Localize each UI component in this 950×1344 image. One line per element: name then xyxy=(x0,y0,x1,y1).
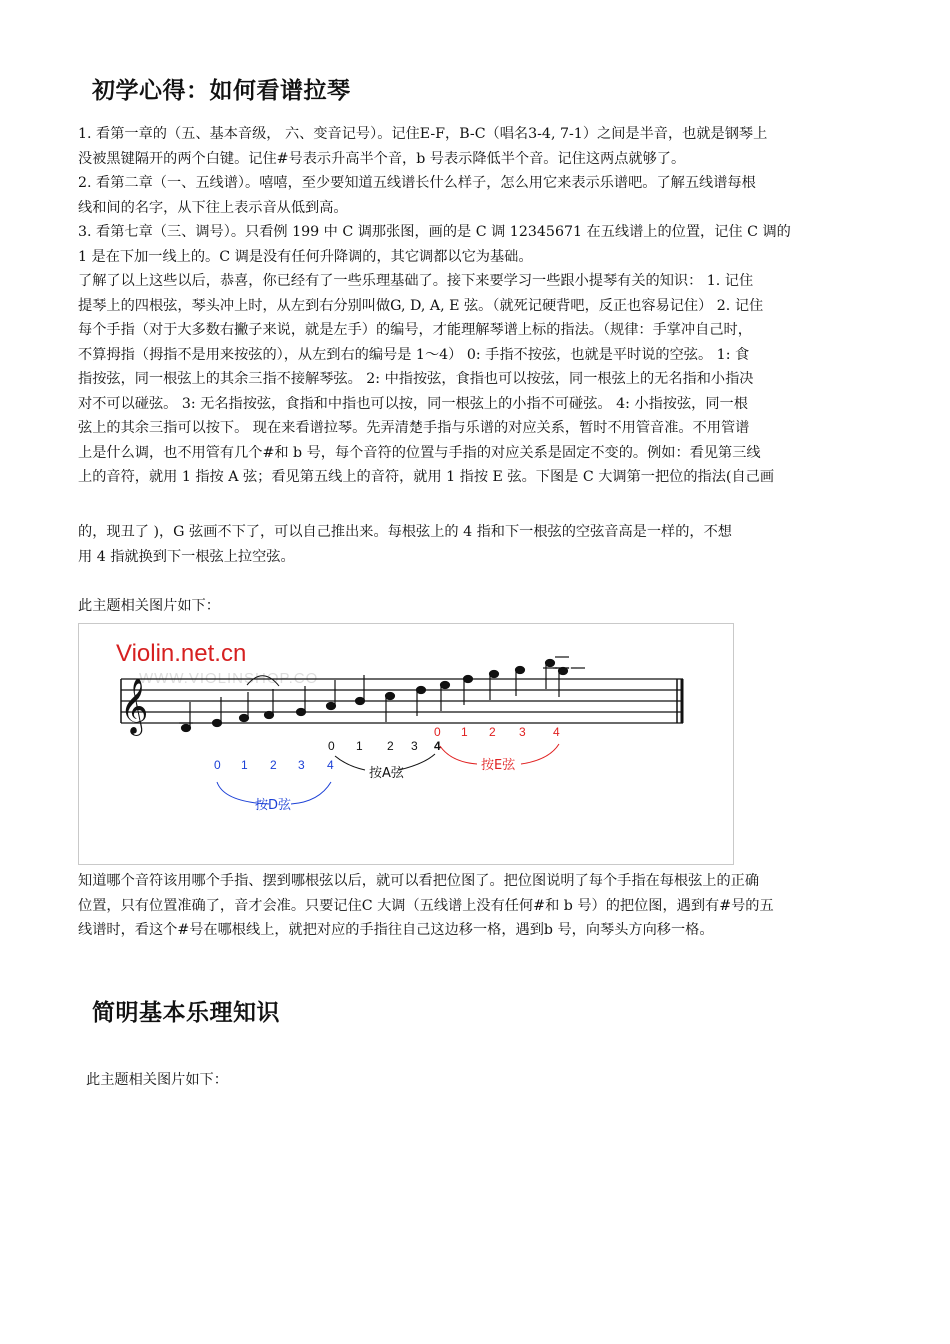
fingering-diagram xyxy=(78,623,734,865)
finger-number: 2 xyxy=(489,725,496,739)
caption-text: 此主题相关图片如下： xyxy=(86,1072,228,1088)
top-note-b xyxy=(551,668,569,698)
text-line: 知道哪个音符该用哪个手指、摆到哪根弦以后，就可以看把位图了。把位图说明了每个手指在每根弦上的正确 xyxy=(78,873,760,889)
text-line: 指按弦，同一根弦上的其余三指不接解琴弦。 2: 中指按弦，食指也可以按弦，同一根弦上的无名指和小指决 xyxy=(78,371,754,387)
text-line: 没被黑键隔开的两个白键。记住#号表示升高半个音，b 号表示降低半个音。记住这两点就够了。 xyxy=(78,150,686,167)
text-line: 用 4 指就换到下一根弦上拉空弦。 xyxy=(78,548,295,565)
finger-number: 3 xyxy=(519,725,526,739)
intro-paragraph xyxy=(78,122,884,490)
text-line: 1 是在下加一线上的。C 调是没有任何升降调的，其它调都以它为基础。 xyxy=(78,248,533,265)
finger-number: 0 xyxy=(434,725,441,739)
text-line: 线谱时，看这个#号在哪根线上，就把对应的手指往自己这边移一格，遇到b 号，向琴头方向移一格。 xyxy=(78,922,714,938)
finger-number: 2 xyxy=(270,758,277,772)
group-b-numbers xyxy=(328,739,441,753)
text-line: 上的音符，就用 1 指按 A 弦；看见第五线上的音符，就用 1 指按 E 弦。下图是 C 大调第一把位的指法(自己画 xyxy=(78,469,775,485)
text-line: 不算拇指（拇指不是用来按弦的），从左到右的编号是 1～4） 0: 手指不按弦，也就是平时说的空弦。 1: 食 xyxy=(78,346,750,363)
text-line: 线和间的名字，从下往上表示音从低到高。 xyxy=(78,199,348,216)
finger-number: 4 xyxy=(553,725,560,739)
finger-number: 2 xyxy=(387,739,394,753)
finger-number: 4 xyxy=(327,758,334,772)
finger-number: 3 xyxy=(298,758,305,772)
finger-number: 0 xyxy=(214,758,221,772)
finger-number: 0 xyxy=(328,739,335,753)
caption-text: 此主题相关图片如下： xyxy=(78,598,220,614)
text-line: 弦上的其余三指可以按下。 现在来看谱拉琴。先弄清楚手指与乐谱的对应关系，暂时不用管音准。不用管谱 xyxy=(78,420,750,436)
text-line: 3. 看第七章（三、调号）。只看例 199 中 C 调那张图，画的是 C 调 12345671 在五线谱上的位置，记住 C 调的 xyxy=(78,224,791,240)
section-title-1: 初学心得：如何看谱拉琴 xyxy=(92,78,351,104)
text-line: 对不可以碰弦。 3: 无名指按弦，食指和中指也可以按，同一根弦上的小指不可碰弦。 4: 小指按弦，同一根 xyxy=(78,395,748,412)
section-title-2: 简明基本乐理知识 xyxy=(92,1000,280,1026)
logo-text: Violin.net.cn xyxy=(116,640,247,667)
finger-number: 4 xyxy=(434,739,441,753)
notes xyxy=(179,657,585,732)
text-line: 了解了以上这些以后，恭喜，你已经有了一些乐理基础了。接下来要学习一些跟小提琴有关的知识： 1. 记住 xyxy=(78,273,754,289)
text-line: 的，现丑了 )，G 弦画不下了，可以自己推出来。每根弦上的 4 指和下一根弦的空弦音高是一样的，不想 xyxy=(78,524,732,540)
finger-number: 1 xyxy=(241,758,248,772)
text-line: 2. 看第二章（一、五线谱）。嘻嘻，至少要知道五线谱长什么样子，怎么用它来表示乐谱吧。了解五线谱每根 xyxy=(78,175,756,191)
group-b-label: 按A弦 xyxy=(369,766,404,781)
treble-clef-icon: 𝄞 xyxy=(120,678,149,734)
text-line: 提琴上的四根弦，琴头冲上时，从左到右分别叫做G, D, A, E 弦。（就死记硬背吧，反正也容易记住） 2. 记住 xyxy=(78,297,764,314)
image-caption-2 xyxy=(86,1068,892,1093)
finger-number: 3 xyxy=(411,739,418,753)
text-line: 1. 看第一章的（五、基本音级， 六、变音记号）。记住E-F，B-C（唱名3-4, 7-1）之间是半音，也就是钢琴上 xyxy=(78,126,768,142)
text-line: 每个手指（对于大多数右撇子来说，就是左手）的编号，才能理解琴谱上标的指法。（规律：手掌冲自己时， xyxy=(78,322,752,338)
group-c-label: 按E弦 xyxy=(481,758,516,773)
group-a-numbers xyxy=(214,758,334,772)
group-c-numbers xyxy=(434,725,560,739)
after-figure-paragraph xyxy=(78,869,884,943)
continuation-paragraph xyxy=(78,520,884,569)
finger-number: 1 xyxy=(356,739,363,753)
image-caption xyxy=(78,594,884,619)
text-line: 上是什么调，也不用管有几个#和 b 号，每个音符的位置与手指的对应关系是固定不变的。例如：看见第三线 xyxy=(78,444,761,461)
finger-number: 1 xyxy=(461,725,468,739)
fingering-diagram-svg xyxy=(79,624,733,864)
group-a-label: 按D弦 xyxy=(255,798,292,813)
watermark-text: WWW.VIOLINSHOP.CO xyxy=(139,670,319,687)
text-line: 位置，只有位置准确了，音才会准。只要记住C 大调（五线谱上没有任何#和 b 号）的把位图，遇到有#号的五 xyxy=(78,897,774,914)
